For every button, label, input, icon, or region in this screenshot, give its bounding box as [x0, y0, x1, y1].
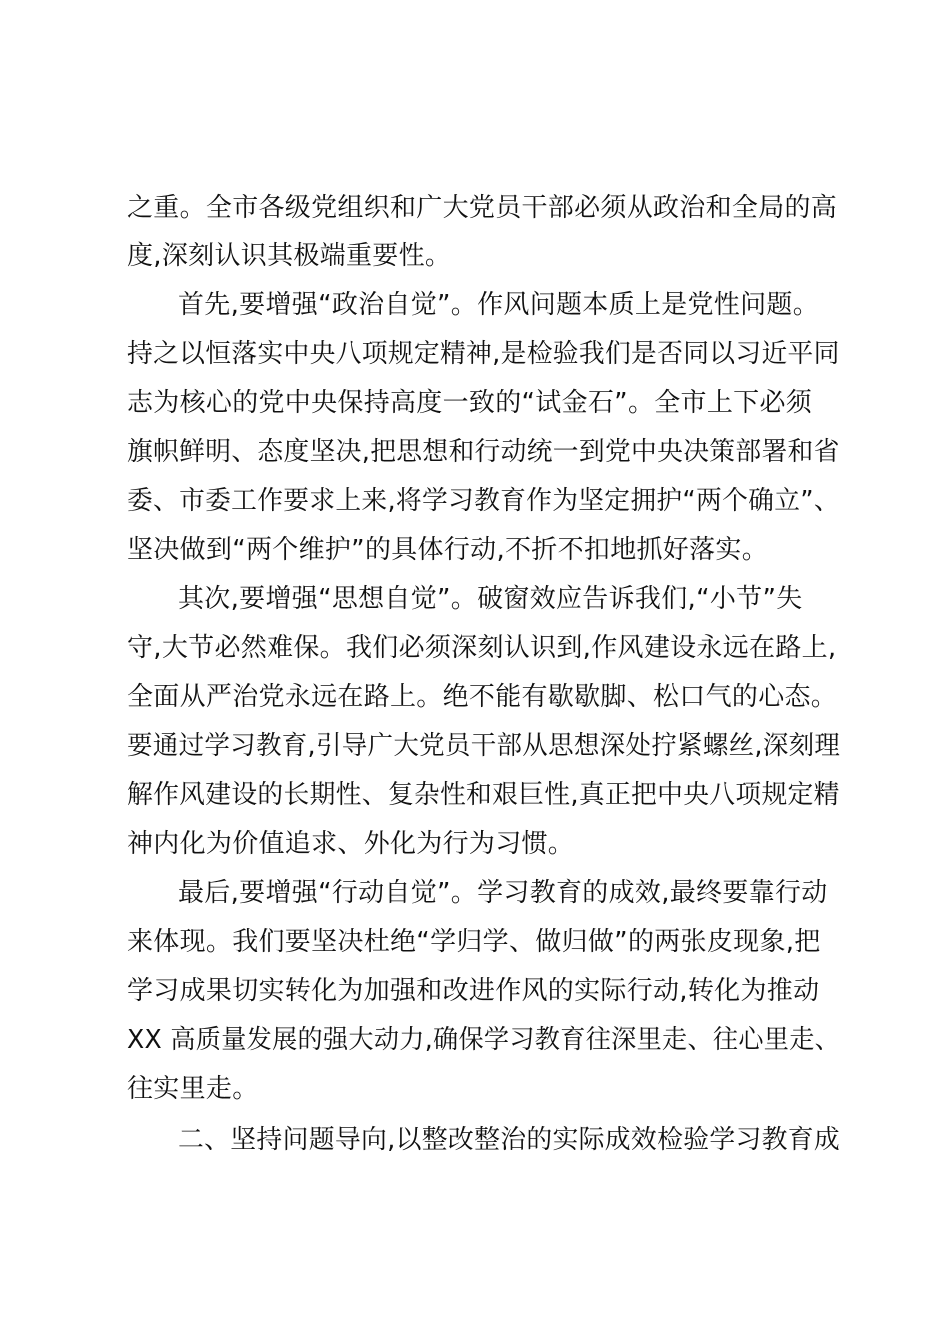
text-line: 神内化为价值追求、外化为行为习惯。: [127, 829, 575, 859]
text-line: 来体现。我们要坚决杜绝“学归学、做归做”的两张皮现象,把: [127, 927, 821, 957]
text-line: 持之以恒落实中央八项规定精神,是检验我们是否同以习近平同: [127, 339, 840, 369]
text-line: 学习成果切实转化为加强和改进作风的实际行动,转化为推动: [127, 976, 820, 1006]
text-line: 往实里走。: [127, 1074, 259, 1104]
paragraph-first-line: 其次,要增强“思想自觉”。破窗效应告诉我们,“小节”失: [178, 584, 803, 614]
section-heading: 二、坚持问题导向,以整改整治的实际成效检验学习教育成: [178, 1125, 841, 1155]
text-line: 坚决做到“两个维护”的具体行动,不折不扣地抓好落实。: [127, 535, 769, 565]
text-line: 全面从严治党永远在路上。绝不能有歇歇脚、松口气的心态。: [127, 682, 838, 712]
text-line: 守,大节必然难保。我们必须深刻认识到,作风建设永远在路上,: [127, 633, 837, 663]
paragraph-first-line: 最后,要增强“行动自觉”。学习教育的成效,最终要靠行动: [178, 878, 828, 908]
text-line: 之重。全市各级党组织和广大党员干部必须从政治和全局的高: [127, 193, 838, 223]
text-line: 志为核心的党中央保持高度一致的“试金石”。全市上下必须: [127, 388, 813, 418]
text-line: 要通过学习教育,引导广大党员干部从思想深处拧紧螺丝,深刻理: [127, 731, 841, 761]
text-line: 解作风建设的长期性、复杂性和艰巨性,真正把中央八项规定精: [127, 780, 840, 810]
text-line: 度,深刻认识其极端重要性。: [127, 241, 452, 271]
text-line: XX 高质量发展的强大动力,确保学习教育往深里走、往心里走、: [127, 1025, 841, 1055]
paragraph-first-line: 首先,要增强“政治自觉”。作风问题本质上是党性问题。: [178, 290, 820, 320]
text-line: 旗帜鲜明、态度坚决,把思想和行动统一到党中央决策部署和省: [127, 437, 840, 467]
text-line: 委、市委工作要求上来,将学习教育作为坚定拥护“两个确立”、: [127, 486, 840, 516]
